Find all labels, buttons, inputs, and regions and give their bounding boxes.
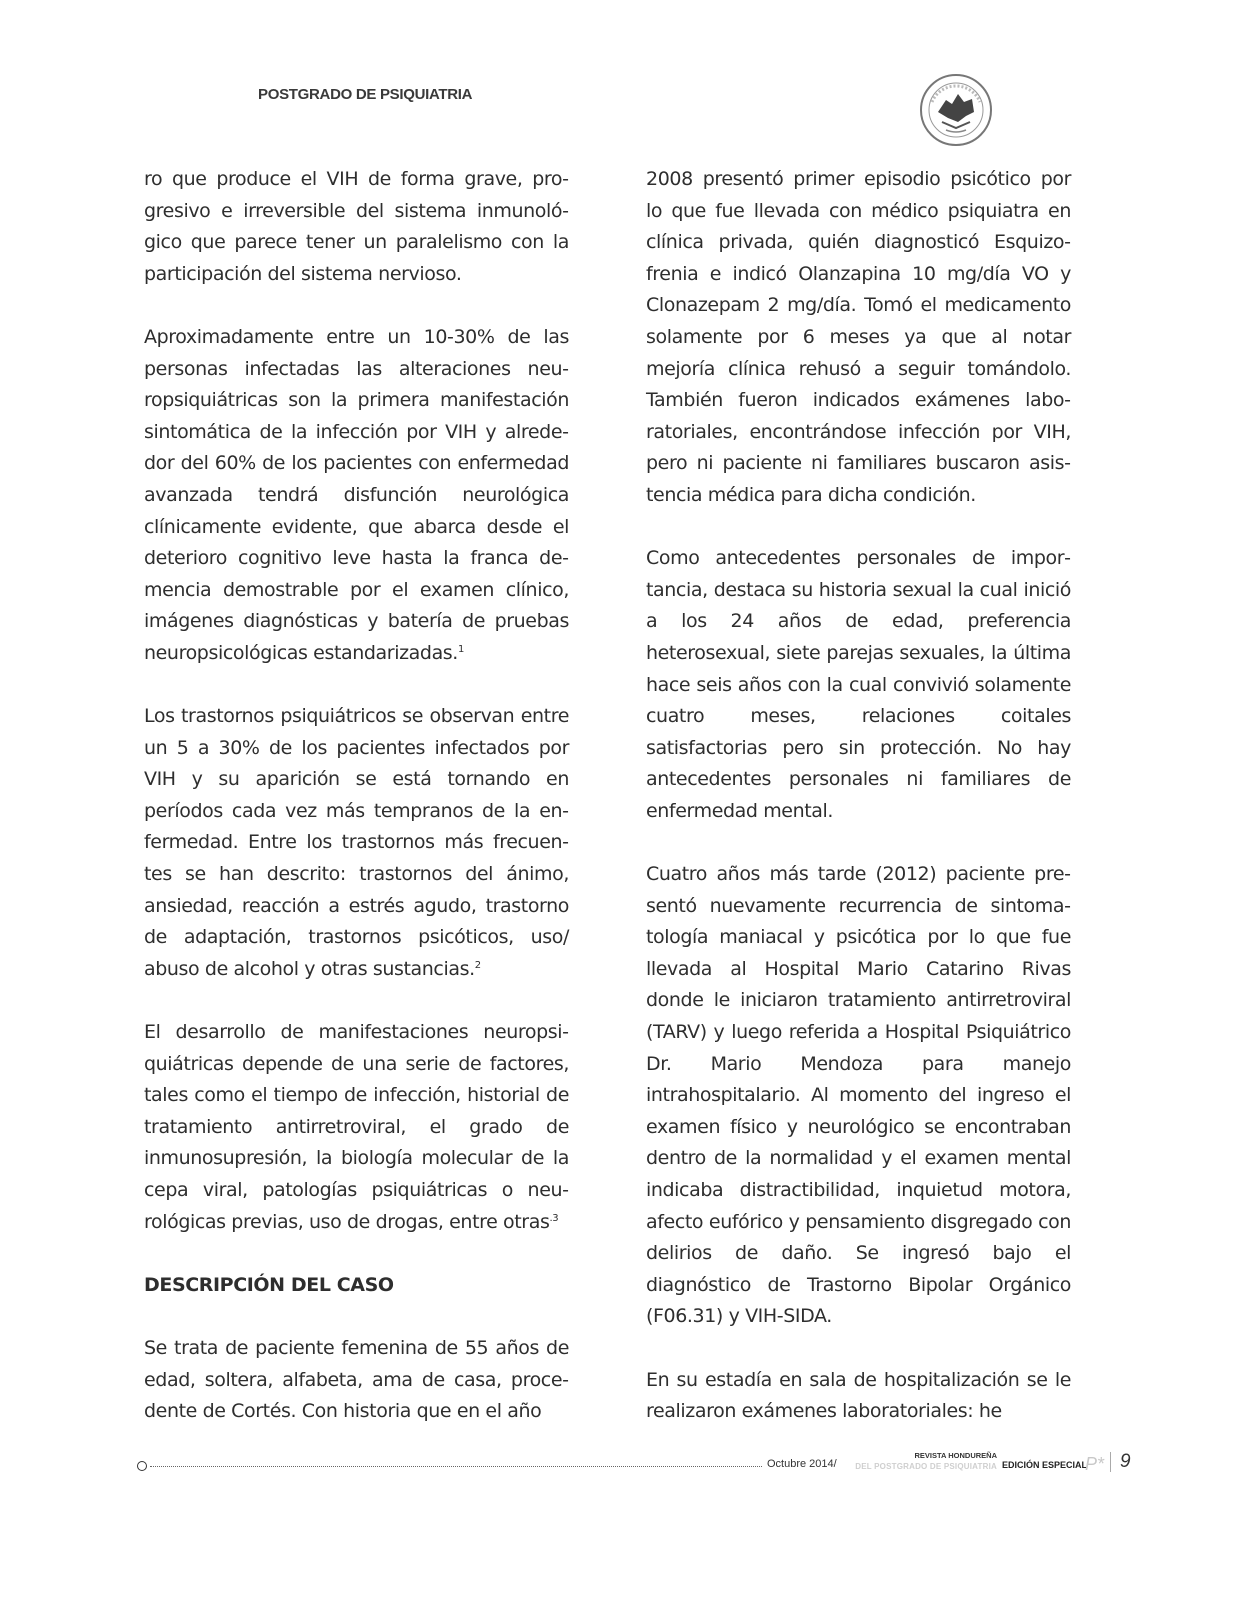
paragraph: Aproximadamente entre un 10-30% de las personas infectadas las alteraciones neuropsiquiátricas son la primera manifestación sintomática de la infección por VIH y alrededor del 60% de los pacientes con enfermedad avanzada tendrá disfunción neurológica clínicamente evidente, que abarca desde el deterioro cognitivo leve hasta la franca demencia demostrable por el examen clínico, imágenes diagnósticas y batería de pruebas neuropsicológicas estandarizadas.$^1$ xyxy=(144,325,569,664)
paragraph: Cuatro años más tarde (2012) paciente presentó nuevamente recurrencia de sintomatología maniacal y psicótica por lo que fue llevada al Hospital Mario Catarino Rivas donde le iniciaron tratamiento antirretroviral (TARV) y luego referida a Hospital Psiquiátrico Dr. Mario Mendoza para manejo intrahospitalario. Al momento del ingreso el examen físico y neurológico se encontraban dentro de la normalidad y el examen mental indicaba distractibilidad, inquietud motora, afecto eufórico y pensamiento disgregado con delirios de daño. Se ingresó bajo el diagnóstico de Trastorno Bipolar Orgánico (F06.31) y VIH-SIDA. xyxy=(646,863,1071,1328)
paragraph: El desarrollo de manifestaciones neuropsiquiátricas depende de una serie de factores, tales como el tiempo de infección, historial de tratamiento antirretroviral, el grado de inmunosupresión, la biología molecular de la cepa viral, patologías psiquiátricas o neurológicas previas, uso de drogas, entre otras$^{.3}$ xyxy=(144,1021,569,1233)
footer-dotted-rule xyxy=(150,1466,762,1467)
institution-seal-icon xyxy=(918,72,994,148)
paragraph: 2008 presentó primer episodio psicótico por lo que fue llevada con médico psiquiatra en clínica privada, quién diagnosticó Esquizofrenia e indicó Olanzapina 10 mg/día VO y Clonazepam 2 mg/día. Tomó el medicamento solamente por 6 meses ya que al notar mejoría clínica rehusó a seguir tomándolo. También fueron indicados exámenes laboratoriales, encontrándose infección por VIH, pero ni paciente ni familiares buscaron asistencia médica para dicha condición. xyxy=(646,168,1071,506)
reference-marker: 1 xyxy=(457,643,464,655)
footer-divider xyxy=(1110,1452,1111,1472)
footer-circle-icon xyxy=(137,1461,147,1471)
page-footer xyxy=(0,1448,1236,1478)
footer-journal-name xyxy=(845,1450,997,1472)
reference-marker: .3 xyxy=(549,1212,559,1224)
footer-journal-line-1: REVISTA HONDUREÑA xyxy=(914,1451,997,1460)
footer-logo: P* xyxy=(1085,1454,1105,1474)
left-column xyxy=(144,164,569,1459)
paragraph: ro que produce el VIH de forma grave, progresivo e irreversible del sistema inmunológico que parece tener un paralelismo con la participación del sistema nervioso. xyxy=(144,168,569,285)
paragraph: Los trastornos psiquiátricos se observan entre un 5 a 30% de los pacientes infectados por VIH y su aparición se está tornando en períodos cada vez más tempranos de la enfermedad. Entre los trastornos más frecuentes se han descrito: trastornos del ánimo, ansiedad, reacción a estrés agudo, trastorno de adaptación, trastornos psicóticos, uso/ abuso de alcohol y otras sustancias.$^2$ xyxy=(144,705,569,980)
paragraph: En su estadía en sala de hospitalización se le realizaron exámenes laboratoriales: he xyxy=(646,1368,1071,1423)
right-column xyxy=(646,164,1071,1459)
page-number: 9 xyxy=(1120,1451,1131,1472)
reference-marker: 2 xyxy=(474,959,481,971)
footer-date: Octubre 2014/ xyxy=(767,1458,837,1470)
footer-journal-line-2: DEL POSTGRADO DE PSIQUIATRIA xyxy=(855,1462,997,1471)
footer-edition: EDICIÓN ESPECIAL xyxy=(1002,1460,1088,1470)
paragraph: Se trata de paciente femenina de 55 años de edad, soltera, alfabeta, ama de casa, procedente de Cortés. Con historia que en el año xyxy=(144,1336,569,1423)
paragraph: Como antecedentes personales de importancia, destaca su historia sexual la cual inició a los 24 años de edad, preferencia heterosexual, siete parejas sexuales, la última hace seis años con la cual convivió solamente cuatro meses, relaciones coitales satisfactorias pero sin protección. No hay antecedentes personales ni familiares de enfermedad mental. xyxy=(646,547,1071,822)
section-heading: DESCRIPCIÓN DEL CASO xyxy=(144,1273,394,1296)
running-header-title: POSTGRADO DE PSIQUIATRIA xyxy=(258,86,473,103)
